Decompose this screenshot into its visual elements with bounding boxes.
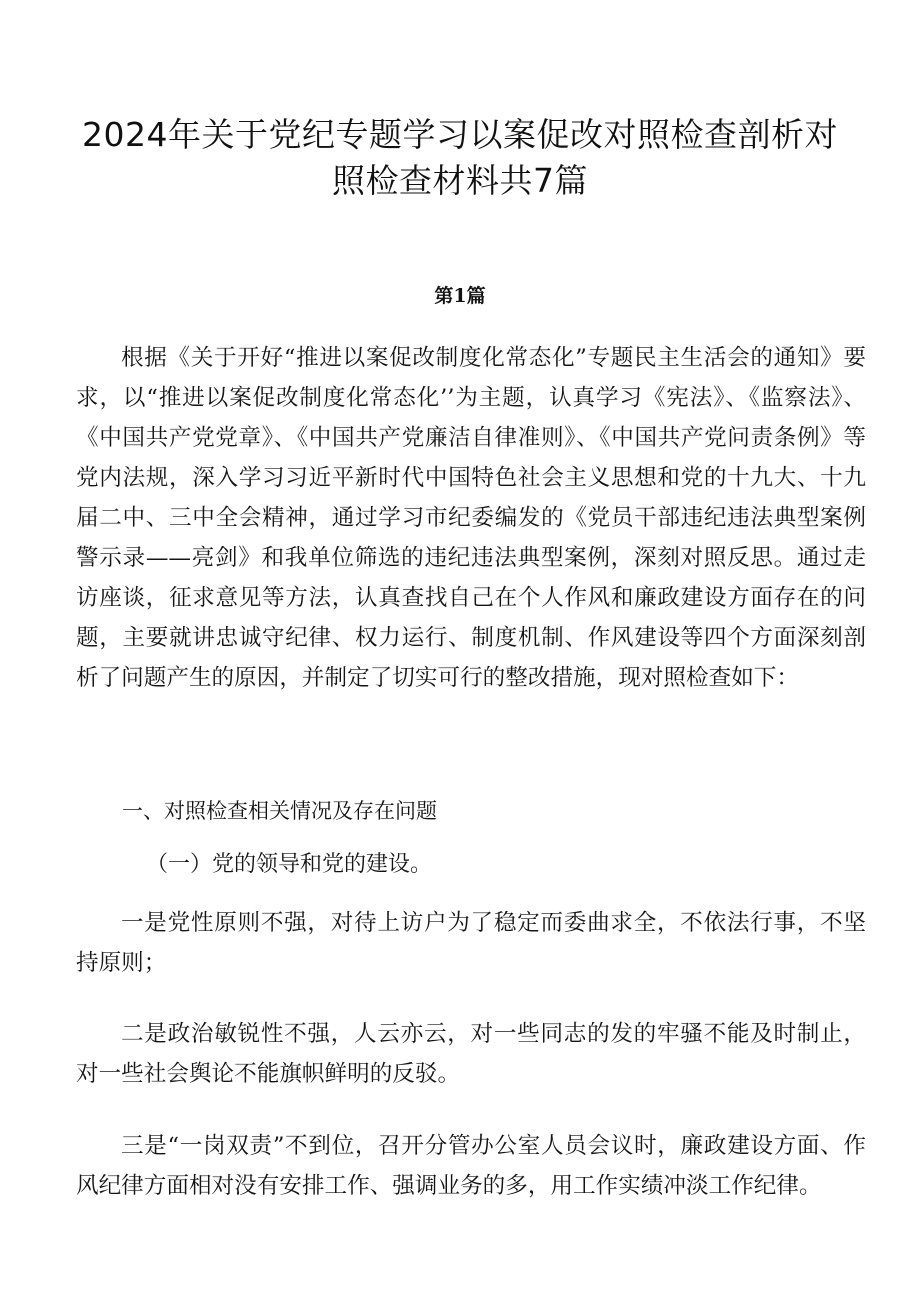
document-title: 2024年关于党纪专题学习以案促改对照检查剖析对照检查材料共7篇 <box>82 115 838 200</box>
section-heading: 一、对照检查相关情况及存在问题 <box>122 799 437 823</box>
item-paragraph-1: 一是党性原则不强，对待上访户为了稳定而委曲求全，不依法行事，不坚持原则； <box>76 910 866 976</box>
intro-paragraph: 根据《关于开好“推进以案促改制度化常态化”专题民主生活会的通知》要求，以“推进以案促改制度化常态化’’为主题，认真学习《宪法》、《监察法》、《中国共产党党章》、《中国共产党廉洁自律准则》、《中国共产党问责条例》等党内法规，深入学习习近平新时代中国特色社会主义思想和党的十九大、十九届二中、三中全会精神，通过学习市纪委编发的《党员干部违纪违法典型案例警示录——亮剑》和我单位筛选的违纪违法典型案例，深刻对照反思。通过走访座谈，征求意见等方法，认真查找自己在个人作风和廉政建设方面存在的问题，主要就讲忠诚守纪律、权力运行、制度机制、作风建设等四个方面深刻剖析了问题产生的原因，并制定了切实可行的整改措施，现对照检查如下： <box>76 345 866 691</box>
sub-heading: （一）党的领导和党的建设。 <box>146 852 433 877</box>
item-paragraph-3: 三是“一岗双责”不到位，召开分管办公室人员会议时，廉政建设方面、作风纪律方面相对没有安排工作、强调业务的多，用工作实绩冲淡工作纪律。 <box>76 1133 866 1199</box>
item-paragraph-2: 二是政治敏锐性不强，人云亦云，对一些同志的发的牢骚不能及时制止，对一些社会舆论不能旗帜鲜明的反驳。 <box>76 1021 866 1087</box>
part-label: 第1篇 <box>434 285 486 307</box>
